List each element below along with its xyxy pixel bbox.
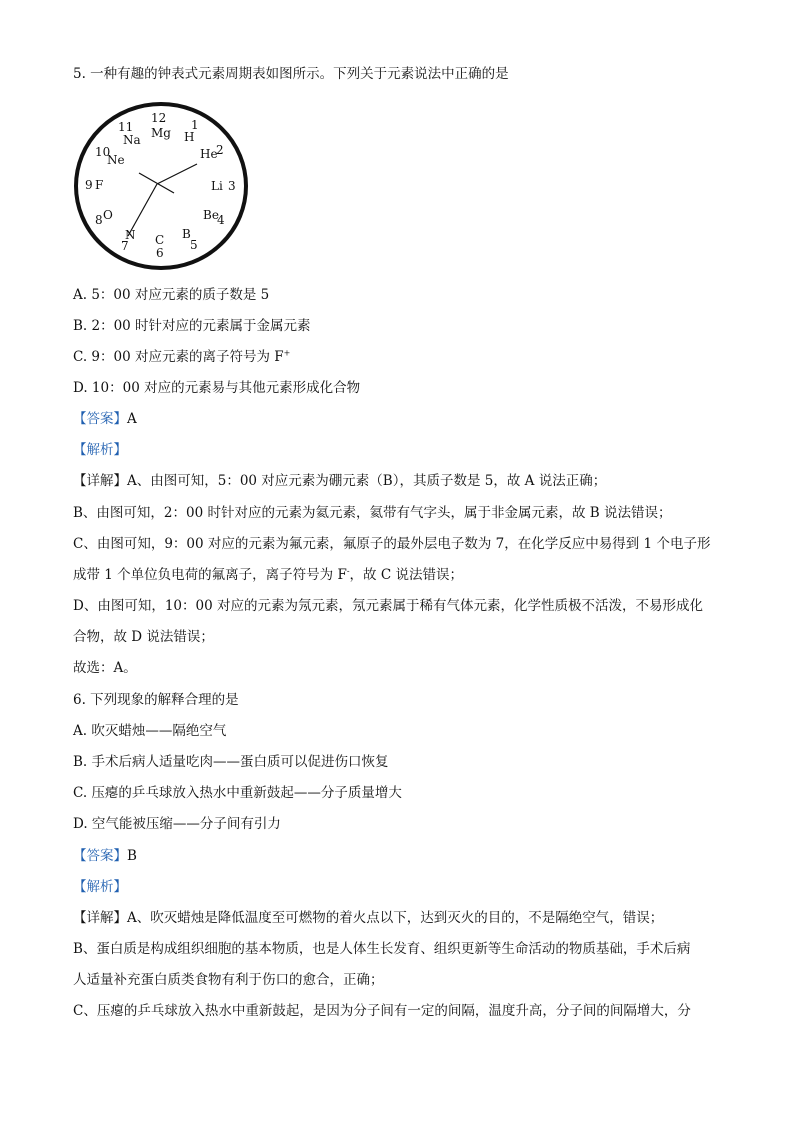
q5-stem: 5. 一种有趣的钟表式元素周期表如图所示。下列关于元素说法中正确的是 — [73, 66, 509, 82]
q5-conclusion: 故选：A。 — [73, 660, 137, 676]
q6-answer — [73, 846, 723, 866]
q5-option-c — [73, 347, 723, 367]
clock-label-b-symbol: B — [182, 227, 191, 241]
q5-option-b: B. 2：00 时针对应的元素属于金属元素 — [73, 318, 311, 334]
clock-label-he-symbol: He — [200, 147, 218, 161]
clock-label-o-number: 8 — [95, 213, 103, 227]
clock-label-ne-number: 10 — [95, 145, 111, 159]
q5-answer-value: A — [127, 411, 137, 427]
clock-label-b-number: 5 — [190, 238, 198, 252]
q5-detail-c-superscript: - — [346, 566, 350, 576]
q5-detail-d-line2: 合物，故 D 说法错误； — [73, 629, 214, 645]
q6-option-b: B. 手术后病人适量吃肉——蛋白质可以促进伤口恢复 — [73, 754, 389, 770]
clock-label-h-symbol: H — [184, 130, 195, 144]
q5-detail-b: B、由图可知，2：00 时针对应的元素为氦元素，氦带有气字头，属于非金属元素，故 B 说法错误； — [73, 505, 672, 521]
clock-label-o-symbol: O — [103, 208, 113, 222]
q6-detail-tag: 【详解】 — [73, 910, 127, 926]
q6-stem: 6. 下列现象的解释合理的是 — [73, 692, 239, 708]
clock-label-li-symbol: Li — [211, 179, 223, 193]
clock-label-li-number: 3 — [228, 179, 236, 193]
q6-detail-b-line1: B、蛋白质是构成组织细胞的基本物质，也是人体生长发育、组织更新等生命活动的物质基础，手术后病 — [73, 941, 691, 957]
clock-label-mg-symbol: Mg — [151, 126, 171, 140]
clock-label-h-number: 1 — [191, 118, 199, 132]
q6-option-a: A. 吹灭蜡烛——隔绝空气 — [73, 723, 227, 739]
q6-answer-tag: 【答案】 — [73, 848, 127, 864]
q5-answer-tag: 【答案】 — [73, 411, 127, 427]
q5-detail-a: 【详解】A、由图可知，5：00 对应元素为硼元素（B），其质子数是 5，故 A 说法正确； — [73, 473, 607, 489]
clock-label-f-number: 9 — [85, 178, 93, 192]
clock-label-f-symbol: F — [95, 178, 104, 192]
hour-hand — [157, 164, 197, 184]
clock-label-mg-number: 12 — [151, 111, 167, 125]
clock-label-ne-symbol: Ne — [107, 153, 125, 167]
clock-label-na-symbol: Na — [123, 133, 141, 147]
q6-detail-c-line1: C、压瘪的乒乓球放入热水中重新鼓起，是因为分子间有一定的间隔，温度升高，分子间的间隔增大，分 — [73, 1003, 691, 1019]
clock-label-he-number: 2 — [216, 143, 224, 157]
q5-answer — [73, 409, 723, 429]
q5-detail-d-line1: D、由图可知，10：00 对应的元素为氖元素，氖元素属于稀有气体元素，化学性质极不活泼，不易形成化 — [73, 598, 703, 614]
q6-detail-b-line2: 人适量补充蛋白质类食物有利于伤口的愈合，正确； — [73, 972, 384, 988]
q5-detail-c-line1: C、由图可知，9：00 对应的元素为氟元素，氟原子的最外层电子数为 7，在化学反应中易得到 1 个电子形 — [73, 536, 711, 552]
q6-option-c: C. 压瘪的乒乓球放入热水中重新鼓起——分子质量增大 — [73, 785, 402, 801]
q5-detail-c-line2: 成带 1 个单位负电荷的氟离子，离子符号为 F-，故 C 说法错误； — [73, 566, 463, 583]
clock-periodic-table-figure — [70, 100, 254, 276]
clock-label-be-number: 4 — [217, 213, 225, 227]
clock-label-n-symbol: N — [125, 228, 136, 242]
q5-option-c-text: C. 9：00 对应元素的离子符号为 F — [73, 349, 284, 365]
clock-label-na-number: 11 — [118, 120, 134, 134]
q6-answer-value: B — [127, 848, 137, 864]
q5-option-d: D. 10：00 对应的元素易与其他元素形成化合物 — [73, 380, 361, 396]
clock-label-c-number: 6 — [156, 246, 164, 260]
second-hand — [139, 173, 174, 193]
q6-detail-a: 【详解】A、吹灭蜡烛是降低温度至可燃物的着火点以下，达到灭火的目的，不是隔绝空气，错误； — [73, 910, 664, 926]
q5-option-a: A. 5：00 对应元素的质子数是 5 — [73, 287, 270, 303]
q6-analysis-tag: 【解析】 — [73, 879, 127, 895]
clock-label-c-symbol: C — [155, 233, 165, 247]
q5-analysis-tag: 【解析】 — [73, 442, 127, 458]
q5-option-c-superscript: + — [283, 348, 291, 358]
q6-option-d: D. 空气能被压缩——分子间有引力 — [73, 816, 281, 832]
clock-label-be-symbol: Be — [203, 208, 219, 222]
clock-label-n-number: 7 — [121, 239, 129, 253]
q5-detail-tag: 【详解】 — [73, 473, 127, 489]
